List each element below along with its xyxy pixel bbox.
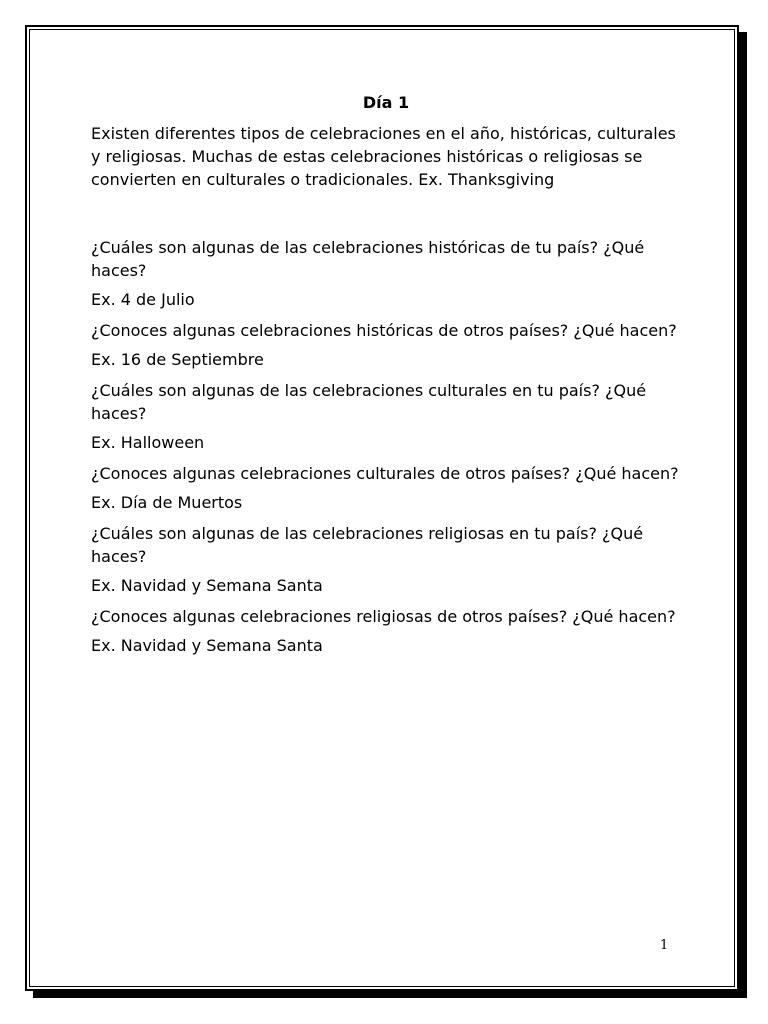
question-3: ¿Cuáles son algunas de las celebraciones culturales en tu país? ¿Qué haces? (91, 381, 647, 423)
example-1: Ex. 4 de Julio (91, 290, 195, 309)
example-6: Ex. Navidad y Semana Santa (91, 636, 323, 655)
page-number: 1 (660, 938, 669, 953)
question-5: ¿Cuáles son algunas de las celebraciones religiosas en tu país? ¿Qué haces? (91, 524, 644, 566)
example-2: Ex. 16 de Septiembre (91, 350, 264, 369)
question-2: ¿Conoces algunas celebraciones históricas de otros países? ¿Qué hacen? (91, 321, 677, 340)
example-3: Ex. Halloween (91, 433, 205, 452)
section-spacer (91, 191, 681, 236)
question-4: ¿Conoces algunas celebraciones culturales de otros países? ¿Qué hacen? (91, 464, 679, 483)
question-1: ¿Cuáles son algunas de las celebraciones históricas de tu país? ¿Qué haces? (91, 238, 645, 280)
question-6: ¿Conoces algunas celebraciones religiosas de otros países? ¿Qué hacen? (91, 607, 676, 626)
intro-paragraph: Existen diferentes tipos de celebraciones en el año, históricas, culturales y religiosas. Muchas de estas celebraciones históricas o religiosas se convierten en culturales o tradicionales. Ex. Thanksgiving (91, 124, 676, 189)
document-body (91, 91, 681, 665)
page-title: Día 1 (362, 93, 410, 112)
example-5: Ex. Navidad y Semana Santa (91, 576, 323, 595)
example-4: Ex. Día de Muertos (91, 493, 243, 512)
